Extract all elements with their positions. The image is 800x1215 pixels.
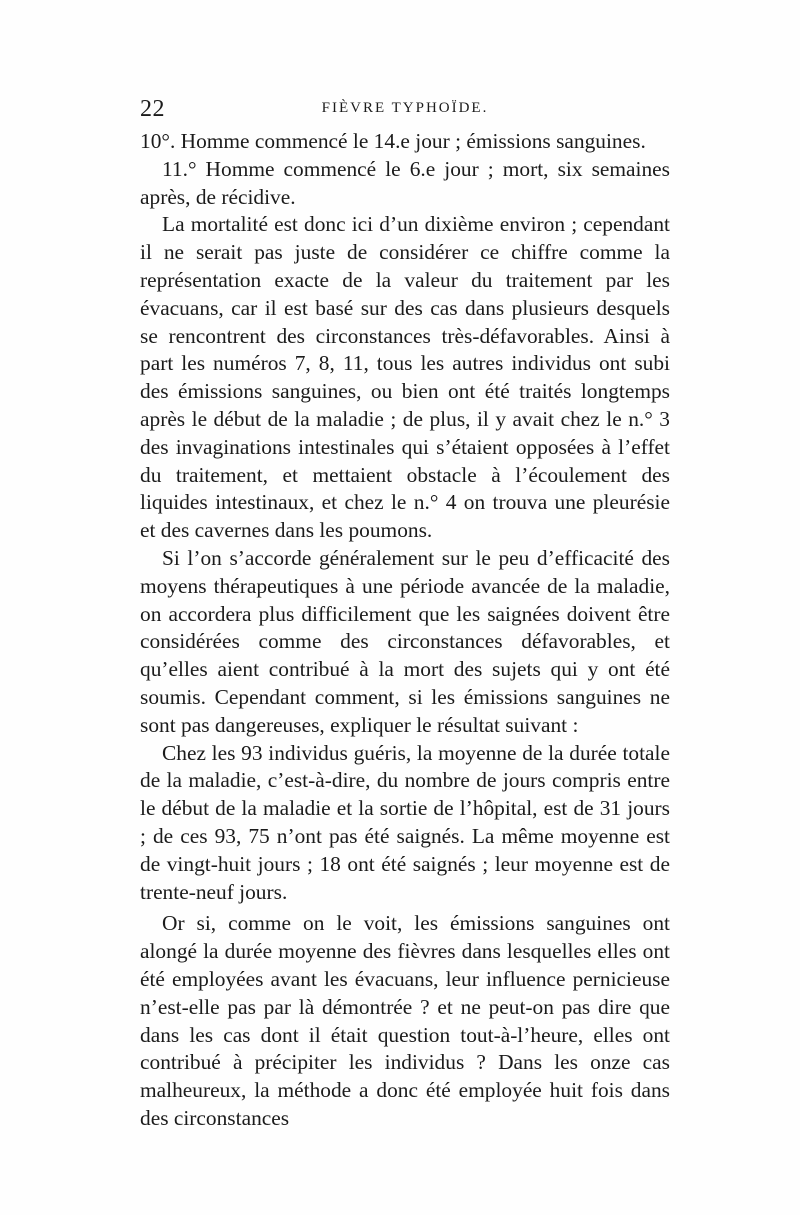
paragraph-case-10: 10°. Homme commencé le 14.e jour ; émissions sanguines. <box>140 129 646 153</box>
body-text <box>140 128 670 1133</box>
paragraph-cured-individuals: Chez les 93 individus guéris, la moyenne de la durée totale de la maladie, c’est-à-dire, du nombre de jours compris entre le début de la maladie et la sortie de l’hôpital, est de 31 jours ; de ces 93, 75 n’ont pas été saignés. La même moyenne est de vingt-huit jours ; 18 ont été saignés ; leur moyenne est de trente-neuf jours. <box>140 740 670 904</box>
paragraph-mortality: La mortalité est donc ici d’un dixième environ ; cependant il ne serait pas juste de considérer ce chiffre comme la représentation exacte de la valeur du traitement par les évacuans, car il est basé sur des cas dans plusieurs desquels se rencontrent des circonstances très-défavorables. Ainsi à part les numéros 7, 8, 11, tous les autres individus ont subi des émissions sanguines, ou bien ont été traités longtemps après le début de la maladie ; de plus, il y avait chez le n.° 3 des invaginations intestinales qui s’étaient opposées à l’effet du traitement, et mettaient obstacle à l’écoulement des liquides intestinaux, et chez le n.° 4 on trouva une pleurésie et des cavernes dans les poumons. <box>140 212 670 543</box>
paragraph-case-11: 11.° Homme commencé le 6.e jour ; mort, six semaines après, de récidive. <box>140 156 670 209</box>
paragraph-therapeutic-means: Si l’on s’accorde généralement sur le peu d’efficacité des moyens thérapeutiques à une période avancée de la maladie, on accordera plus difficilement que les saignées doivent être considérées comme des circonstances défavorables, et qu’elles aient contribué à la mort des sujets qui y ont été soumis. Cependant comment, si les émissions sanguines ne sont pas dangereuses, expliquer le résultat suivant : <box>140 545 670 737</box>
paragraph-blood-emissions: Or si, comme on le voit, les émissions sanguines ont alongé la durée moyenne des fièvres dans lesquelles elles ont été employées avant les évacuans, leur influence pernicieuse n’est-elle pas par là démontrée ? et ne peut-on pas dire que dans les cas dont il était question tout-à-l’heure, elles ont contribué à précipiter les individus ? Dans les onze cas malheureux, la méthode a donc été employée huit fois dans des circonstances <box>140 911 670 1130</box>
page-header <box>140 96 670 122</box>
running-title: FIÈVRE TYPHOÏDE. <box>321 100 489 116</box>
page-number: 22 <box>140 96 165 122</box>
